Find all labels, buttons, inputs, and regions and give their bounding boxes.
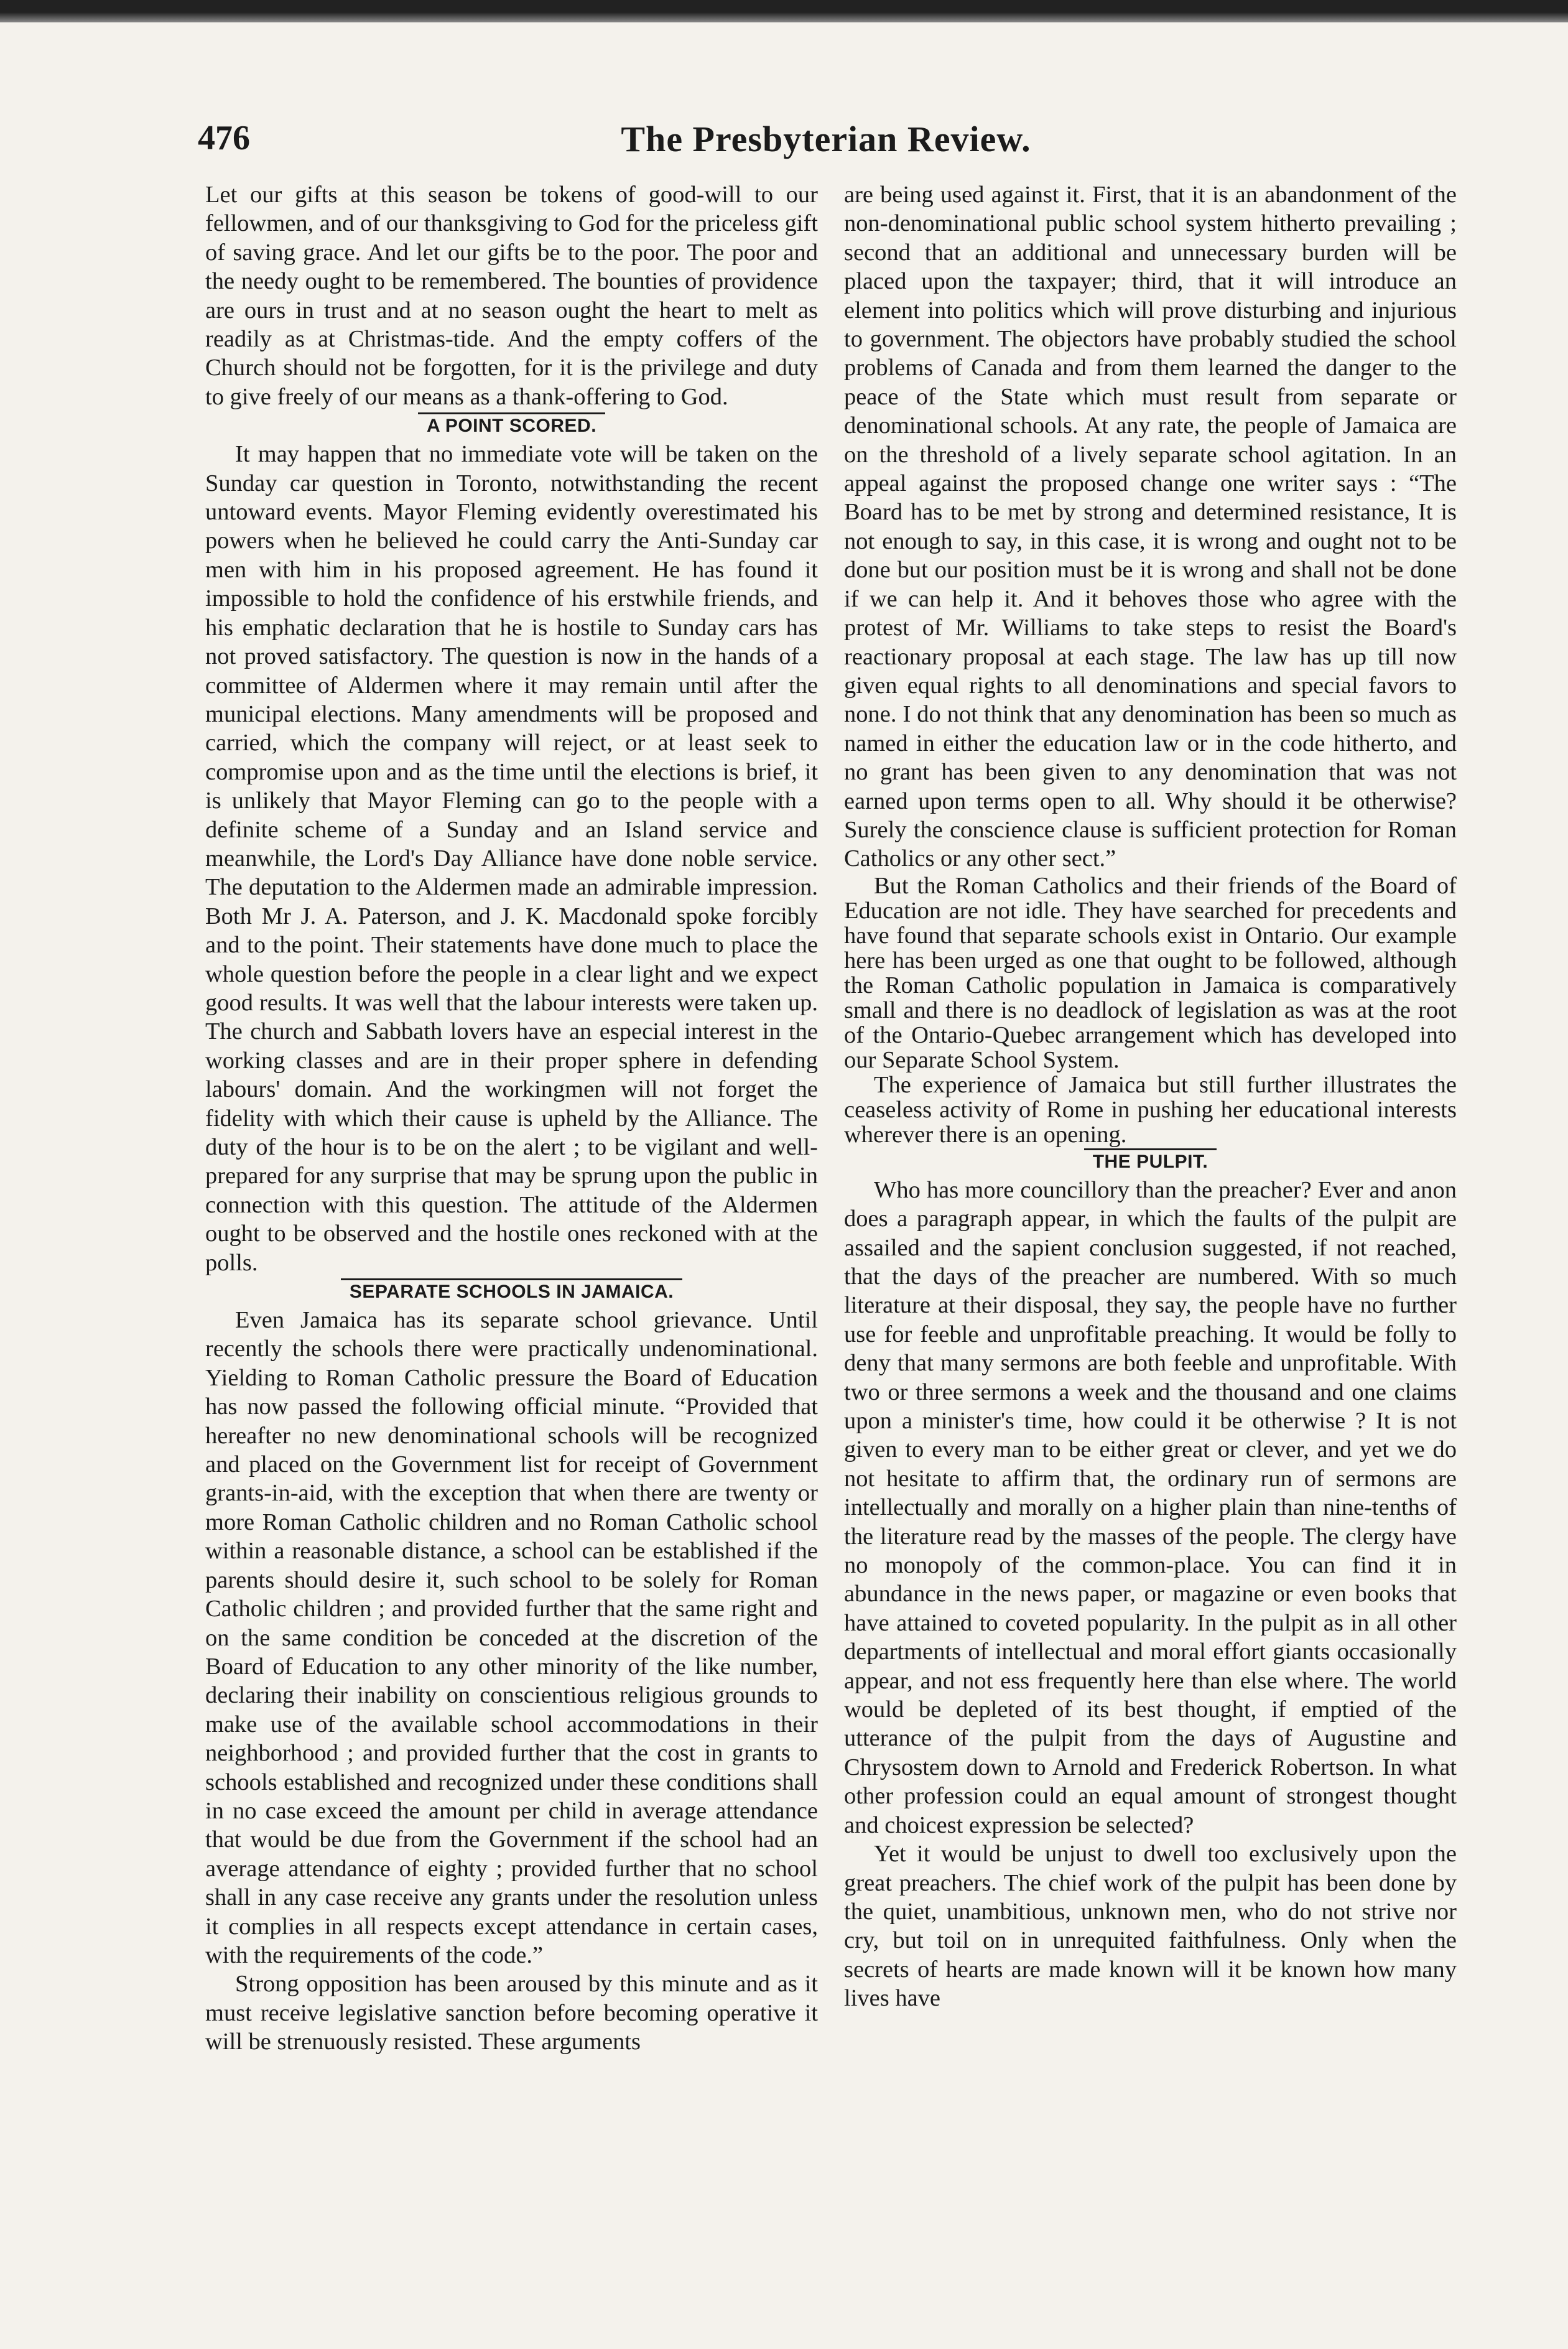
section-heading-separate-schools	[205, 1281, 818, 1303]
section-heading-pulpit	[844, 1151, 1457, 1173]
opposition-paragraph: Strong opposition has been aroused by this minute and as it must receive legislative sanction before becoming operative it will be strenuously resisted. These arguments	[205, 1971, 818, 2055]
page-top-border	[0, 0, 1568, 22]
journal-title: The Presbyterian Review.	[621, 119, 1031, 159]
point-scored-paragraph: It may happen that no immediate vote will be taken on the Sunday car question in Toronto, notwithstanding the recent untoward events. Mayor Fleming evidently overestimated his powers when he believed he could carry the Anti-Sunday car men with him in his proposed agreement. He has found it impossible to hold the confidence of his erstwhile friends, and his emphatic declaration that he is hostile to Sunday cars has not proved satisfactory. The question is now in the hands of a committee of Aldermen where it may remain until after the municipal elections. Many amendments will be proposed and carried, which the company will reject, or at least seek to compromise upon and as the time until the elections is brief, it is unlikely that Mayor Fleming can go to the people with a definite scheme of a Sunday and an Island service and meanwhile, the Lord's Day Alliance have done noble service. The deputation to the Aldermen made an admirable impression. Both Mr J. A. Paterson, and J. K. Macdonald spoke forcibly and to the point. Their statements have done much to place the whole question before the people in a clear light and we expect good results. It was well that the labour interests were taken up. The church and Sabbath lovers have an especial interest in the working classes and are in their proper sphere in defending labours' domain. And the workingmen will not forget the fidelity with which their cause is upheld by the Alliance. The duty of the hour is to be on the alert ; to be vigilant and well-prepared for any surprise that may be sprung upon the public in connection with this question. The attitude of the Aldermen ought to be observed and the hostile ones reckoned with at the polls.	[205, 441, 818, 1276]
separate-schools-paragraph: Even Jamaica has its separate school grievance. Until recently the schools there were practically undenominational. Yielding to Roman Catholic pressure the Board of Education has now passed the following official minute. “Provided that hereafter no new denominational schools will be recognized and placed on the Government list for receipt of Government grants-in-aid, with the exception that when there are twenty or more Roman Catholic children and no Roman Catholic school within a reasonable distance, a school can be established if the parents should desire it, such school to be solely for Roman Catholic children ; and provided further that the same right and on the same condition be conceded at the discretion of the Board of Education to any other minority of the like number, declaring their inability on conscientious religious grounds to make use of the available school accommodations in their neighborhood ; and provided further that the cost in grants to schools established and recognized under these conditions shall in no case exceed the amount per child in average attendance that would be due from the Government if the school had an average attendance of eighty ; provided further that no school shall in any case receive any grants under the resolution unless it complies in all respects except attendance in certain cases, with the requirements of the code.”	[205, 1307, 818, 1968]
intro-paragraph: Let our gifts at this season be tokens of good-will to our fellowmen, and of our thanksgiving to God for the priceless gift of saving grace. And let our gifts be to the poor. The poor and the needy ought to be remembered. The bounties of providence are ours in trust and at no season ought the heart to melt as readily as at Christmas-tide. And the empty coffers of the Church should not be forgotten, for it is the privilege and duty to give freely of our means as a thank-offering to God.	[205, 182, 818, 410]
left-column	[205, 180, 818, 2283]
section-heading-separate-schools-label: SEPARATE SCHOOLS IN JAMAICA.	[341, 1278, 682, 1302]
page-number: 476	[198, 119, 250, 157]
section-heading-pulpit-label: THE PULPIT.	[1084, 1148, 1217, 1172]
experience-paragraph: The experience of Jamaica but still further illustrates the ceaseless activity of Rome in pushing her educational interests wherever there is an opening.	[844, 1071, 1457, 1148]
section-heading-point-scored-label: A POINT SCORED.	[418, 412, 605, 436]
right-column	[844, 180, 1457, 2283]
page-header	[198, 118, 1464, 162]
pulpit-paragraph: Who has more councillory than the preacher? Ever and anon does a paragraph appear, in which the faults of the pulpit are assailed and the sapient conclusion suggested, if not reached, that the days of the preacher are numbered. With so much literature at their disposal, they say, the people have no further use for feeble and unprofitable preaching. It would be folly to deny that many sermons are both feeble and unprofitable. With two or three sermons a week and the thousand and one claims upon a minister's time, how could it be otherwise ? It is not given to every man to be either great or clever, and yet we do not hesitate to affirm that, the ordinary run of sermons are intellectually and morally on a higher plain than nine-tenths of the literature read by the masses of the people. The clergy have no monopoly of the common-place. You can find it in abundance in the news paper, or magazine or even books that have attained to coveted popularity. In the pulpit as in all other departments of intellectual and moral effort giants occasionally appear, and not ess frequently here than else where. The world would be depleted of its best thought, if emptied of the utterance of the pulpit from the days of Augustine and Chrysostem down to Arnold and Frederick Robertson. In what other profession could an equal amount of strongest thought and choicest expression be selected?	[844, 1176, 1457, 1838]
roman-catholics-paragraph: But the Roman Catholics and their friends of the Board of Education are not idle. They have searched for precedents and have found that separate schools exist in Ontario. Our example here has been urged as one that ought to be followed, although the Roman Catholic population in Jamaica is comparatively small and there is no deadlock of legislation as was at the root of the Ontario-Quebec arrangement which has developed into our Separate School System.	[844, 872, 1457, 1073]
great-preachers-paragraph: Yet it would be unjust to dwell too exclusively upon the great preachers. The chief work of the pulpit has been done by the quiet, unambitious, unknown men, who do not strive nor cry, but toil on in unrequited faithfulness. Only when the secrets of hearts are made known will it be known how many lives have	[844, 1841, 1457, 2012]
section-heading-point-scored	[205, 415, 818, 437]
continuation-paragraph: are being used against it. First, that it is an abandonment of the non-denominational public school system hitherto prevailing ; second that an additional and unnecessary burden will be placed upon the taxpayer; third, that it will introduce an element into politics which will prove disturbing and injurious to government. The objectors have probably studied the school problems of Canada and from them learned the danger to the peace of the State which must result from separate or denominational schools. At any rate, the people of Jamaica are on the threshold of a lively separate school agitation. In an appeal against the proposed change one writer says : “The Board has to be met by strong and determined resistance, It is not enough to say, in this case, it is wrong and ought not to be done but our position must be it is wrong and shall not be done if we can help it. And it behoves those who agree with the protest of Mr. Williams to take steps to resist the Board's reactionary proposal at each stage. The law has up till now given equal rights to all denominations and special favors to none. I do not think that any denomination has been so much as named in either the education law or in the code hitherto, and no grant has been given to any denomination that was not earned upon terms open to all. Why should it be otherwise? Surely the conscience clause is sufficient protection for Roman Catholics or any other sect.”	[844, 182, 1457, 872]
